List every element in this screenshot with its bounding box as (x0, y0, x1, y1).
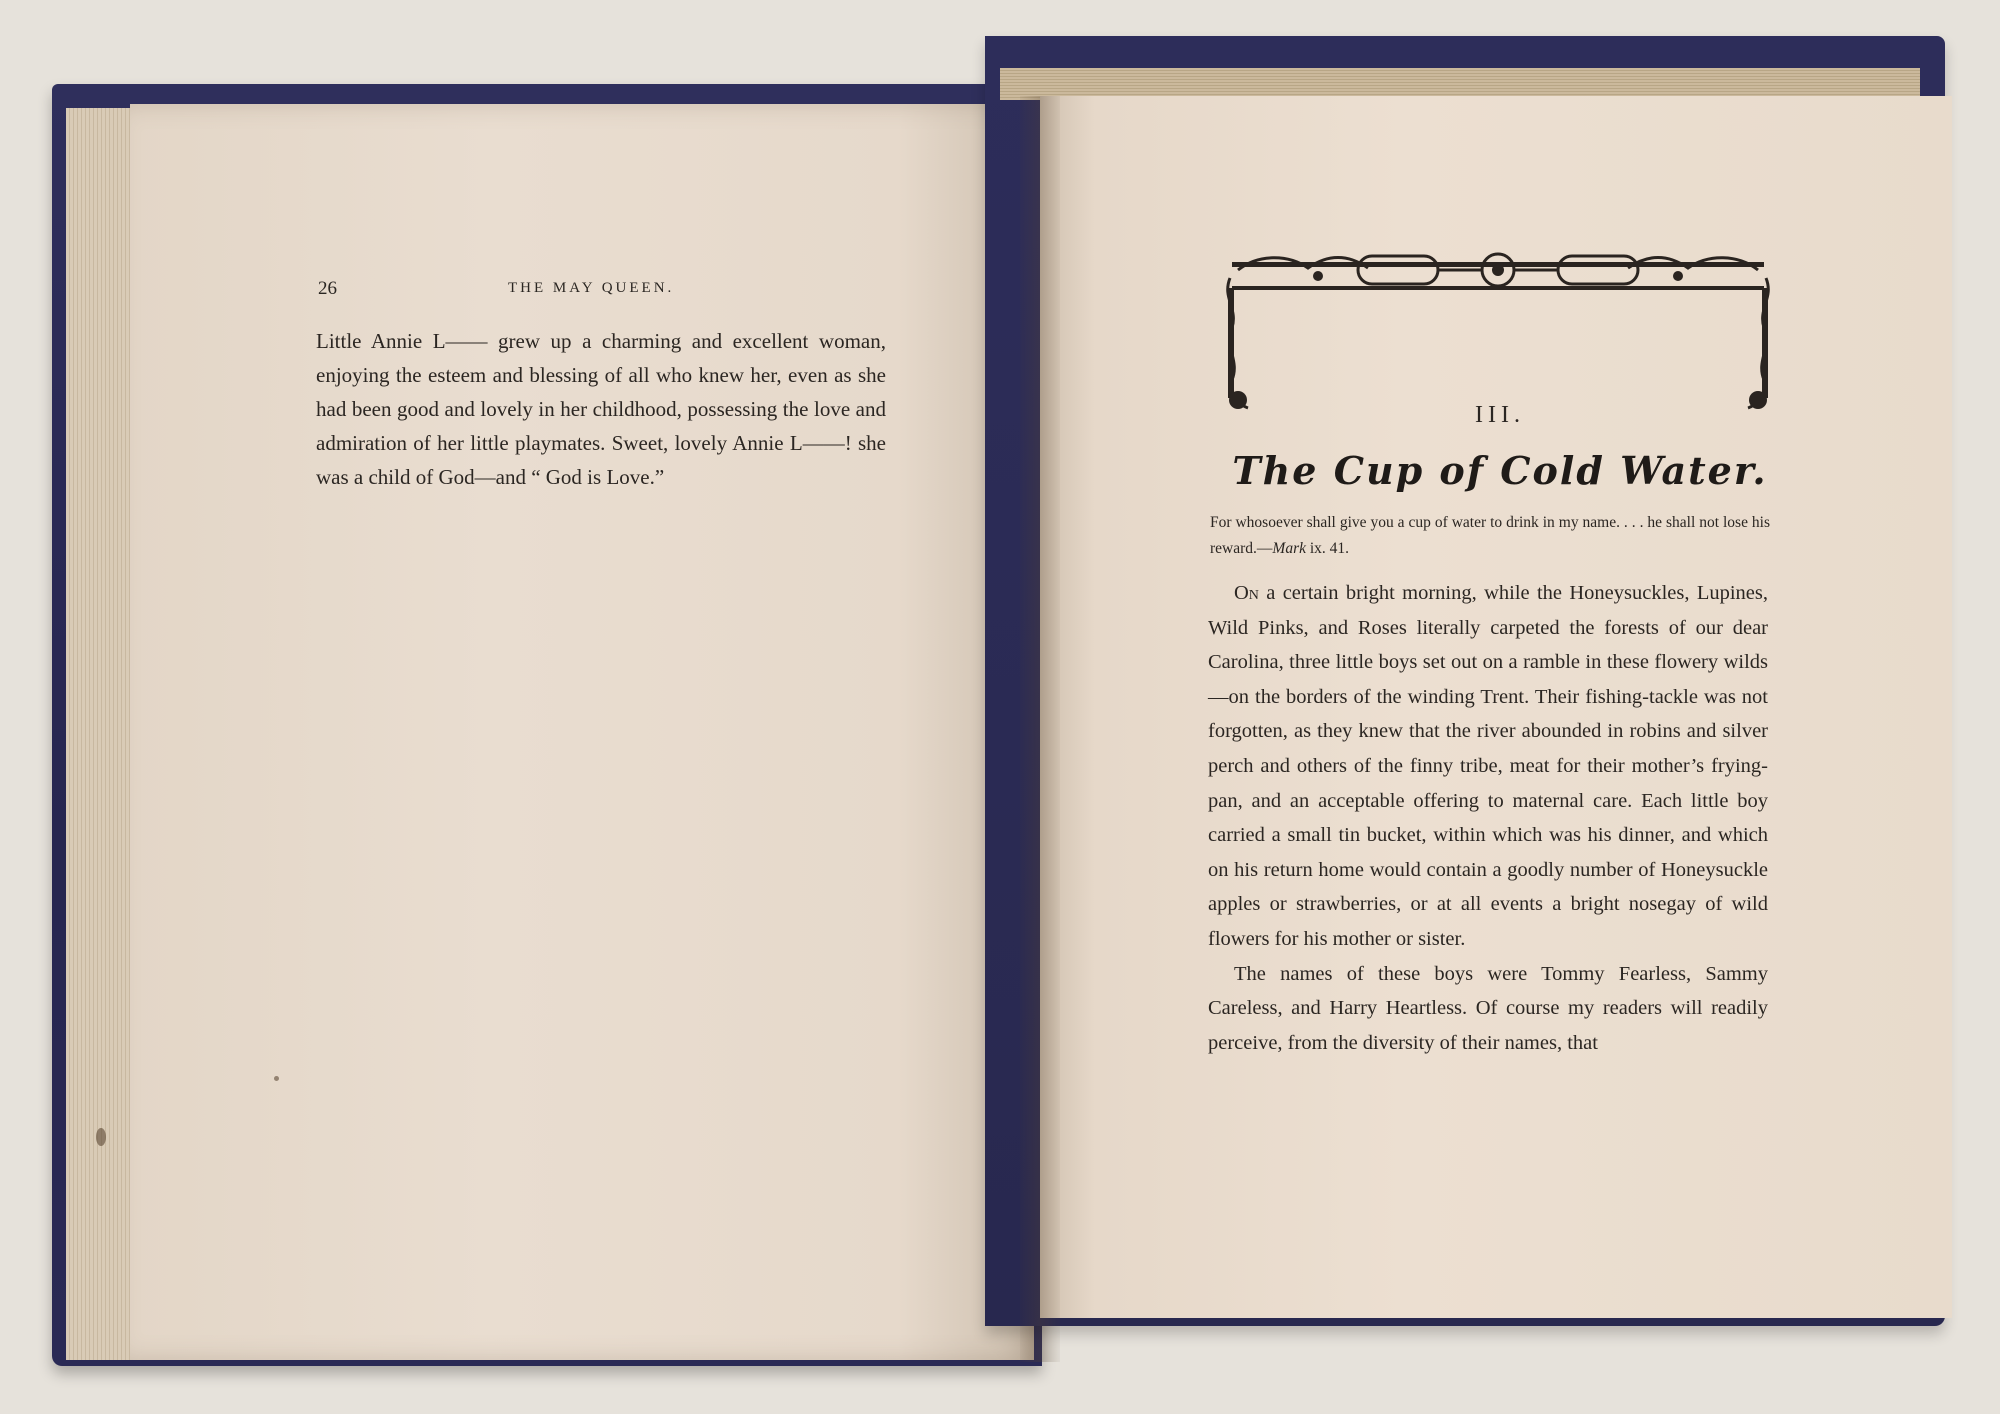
opening-words: On (1234, 582, 1259, 604)
paragraph (1208, 957, 1768, 1061)
foxing-spot (96, 1128, 106, 1146)
page-number: 26 (318, 278, 337, 299)
paragraph (1208, 576, 1768, 957)
chapter-title: The Cup of Cold Water. (1232, 448, 1768, 493)
book-gutter (1020, 96, 1060, 1362)
epigraph-reference: ix. 41. (1305, 540, 1350, 557)
epigraph-text: For whosoever shall give you a cup of water to drink in my name. . . . he shall not lose his reward.— (1210, 514, 1770, 557)
foxing-spot (274, 1076, 279, 1081)
chapter-number: III. (1475, 402, 1525, 428)
left-page-header (318, 278, 886, 306)
right-page-body (1208, 576, 1768, 1060)
running-head: THE MAY QUEEN. (508, 280, 675, 296)
epigraph-citation: Mark (1272, 540, 1306, 557)
paragraph-text: The names of these boys were Tommy Fearless, Sammy Careless, and Harry Heartless. Of course my readers will readily perceive, from the diversity of their names, that (1208, 962, 1768, 1054)
epigraph (1210, 510, 1770, 562)
paragraph-text: a certain bright morning, while the Honeysuckles, Lupines, Wild Pinks, and Roses literally carpeted the forests of our dear Carolina, three little boys set out on a ramble in these flowery wilds—on the borders of the winding Trent. Their fishing-tackle was not forgotten, as they knew that the river abounded in robins and silver perch and others of the finny tribe, meat for their mother’s frying-pan, and an acceptable offering to maternal care. Each little boy carried a small tin bucket, within which was his dinner, and which on his return home would contain a goodly number of Honeysuckle apples or strawberries, or at all events a bright nosegay of wild flowers for his mother or sister. (1208, 582, 1768, 950)
left-page-paragraph: Little Annie L—— grew up a charming and excellent woman, enjoying the esteem and blessing of all who knew her, even as she had been good and lovely in her childhood, possessing the love and admiration of her little playmates. Sweet, lovely Annie L——! she was a child of God—and “ God is Love.” (316, 329, 886, 489)
ornamental-border-icon (1218, 248, 1778, 414)
